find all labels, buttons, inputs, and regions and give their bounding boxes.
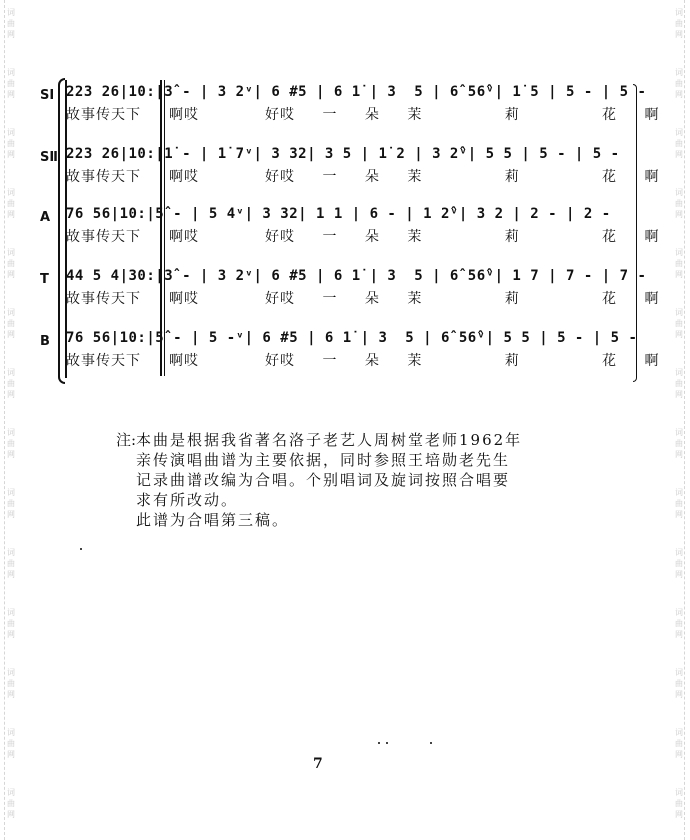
watermark-char: 曲 [7, 319, 15, 328]
watermark-char: 词 [7, 668, 15, 677]
watermark-char: 网 [7, 810, 15, 819]
watermark-char: 网 [7, 750, 15, 759]
watermark-column-left [4, 0, 17, 840]
watermark-char: 网 [7, 390, 15, 399]
lyrics-intro: 故事传天下 [66, 353, 141, 369]
watermark-char: 词 [675, 8, 683, 17]
lyrics-intro: 故事传天下 [66, 229, 141, 245]
watermark-char: 曲 [675, 259, 683, 268]
watermark-char: 曲 [675, 679, 683, 688]
watermark-char: 网 [675, 750, 683, 759]
watermark-char: 词 [7, 68, 15, 77]
lyrics-main: 好哎 一 朵 茉 莉 花 啊 [265, 229, 660, 245]
part-label: SⅠ [40, 88, 55, 103]
scan-speck [386, 742, 388, 744]
notation-line: 44 5 4|30:|3̂ - | 3 2ᵛ| 6 #5 | 6 1̇ | 3 5 | 6̂ 56̂ᵛ| 1 7 | 7 - | 7 - [66, 268, 647, 284]
lyrics-aah: 啊哎 [169, 107, 199, 123]
watermark-char: 词 [675, 428, 683, 437]
watermark-char: 曲 [7, 79, 15, 88]
watermark-char: 网 [675, 30, 683, 39]
watermark-char: 词 [7, 788, 15, 797]
watermark-char: 网 [675, 330, 683, 339]
scan-speck [378, 742, 380, 744]
notation-line: 223 26|10:|1̇ - | 1̇ 7ᵛ| 3 32| 3 5 | 1̇ 2 | 3 2̂ᵛ| 5 5 | 5 - | 5 - [66, 146, 620, 162]
choral-score [40, 78, 660, 384]
watermark-char: 词 [7, 428, 15, 437]
lyrics-main: 好哎 一 朵 茉 莉 花 啊 [265, 169, 660, 185]
note-body [136, 430, 606, 530]
watermark-char: 曲 [7, 679, 15, 688]
watermark-char: 曲 [675, 559, 683, 568]
watermark-char: 曲 [675, 619, 683, 628]
lyrics-main: 好哎 一 朵 茉 莉 花 啊 [265, 291, 660, 307]
note-line: 求有所改动。 [136, 491, 239, 509]
watermark-char: 词 [675, 788, 683, 797]
watermark-char: 曲 [675, 319, 683, 328]
watermark-char: 词 [675, 68, 683, 77]
part-soprano-2 [40, 142, 660, 202]
watermark-char: 词 [675, 488, 683, 497]
part-label: SⅡ [40, 150, 58, 165]
watermark-char: 词 [675, 608, 683, 617]
watermark-char: 词 [675, 188, 683, 197]
note-line: 本曲是根据我省著名洛子老艺人周树堂老师1962年 [136, 431, 523, 449]
watermark-char: 曲 [675, 19, 683, 28]
watermark-char: 曲 [7, 619, 15, 628]
watermark-char: 曲 [7, 499, 15, 508]
watermark-char: 网 [675, 630, 683, 639]
lyrics-intro: 故事传天下 [66, 107, 141, 123]
watermark-char: 网 [675, 450, 683, 459]
watermark-char: 词 [7, 368, 15, 377]
watermark-char: 曲 [7, 19, 15, 28]
watermark-char: 网 [7, 210, 15, 219]
watermark-char: 曲 [7, 259, 15, 268]
watermark-char: 词 [7, 488, 15, 497]
watermark-char: 曲 [675, 379, 683, 388]
lyrics-line [66, 350, 660, 430]
watermark-char: 网 [675, 690, 683, 699]
watermark-char: 网 [675, 390, 683, 399]
watermark-column-right [672, 0, 685, 840]
watermark-char: 曲 [7, 139, 15, 148]
watermark-char: 词 [7, 308, 15, 317]
watermark-char: 词 [7, 188, 15, 197]
watermark-char: 网 [7, 630, 15, 639]
watermark-char: 曲 [675, 439, 683, 448]
part-alto [40, 202, 660, 262]
watermark-char: 曲 [675, 139, 683, 148]
watermark-char: 词 [7, 8, 15, 17]
watermark-char: 网 [7, 450, 15, 459]
part-label: B [40, 334, 50, 349]
watermark-char: 词 [7, 608, 15, 617]
lyrics-main: 好哎 一 朵 茉 莉 花 啊 [265, 107, 660, 123]
note-line: 记录曲谱改编为合唱。个别唱词及旋词按照合唱要 [136, 471, 511, 489]
watermark-char: 曲 [7, 559, 15, 568]
watermark-char: 曲 [675, 499, 683, 508]
watermark-char: 词 [675, 128, 683, 137]
watermark-char: 词 [7, 548, 15, 557]
watermark-char: 曲 [675, 799, 683, 808]
watermark-char: 网 [7, 150, 15, 159]
part-bass [40, 326, 660, 386]
watermark-char: 曲 [7, 799, 15, 808]
lyrics-intro: 故事传天下 [66, 169, 141, 185]
watermark-char: 曲 [675, 199, 683, 208]
lyrics-main: 好哎 一 朵 茉 莉 花 啊 [265, 353, 660, 369]
watermark-char: 网 [675, 510, 683, 519]
watermark-char: 曲 [675, 79, 683, 88]
lyrics-aah: 啊哎 [169, 353, 199, 369]
notation-line: 76 56|10:|5̂ - | 5 4ᵛ| 3 32| 1 1 | 6 - | 1 2̂ᵛ| 3 2 | 2 - | 2 - [66, 206, 611, 222]
watermark-char: 网 [7, 510, 15, 519]
watermark-char: 词 [675, 548, 683, 557]
watermark-char: 网 [7, 330, 15, 339]
watermark-char: 网 [7, 270, 15, 279]
notation-line: 76 56|10:|5̂ - | 5 -ᵛ| 6 #5 | 6 1̇ | 3 5 | 6̂ 56̂ᵛ| 5 5 | 5 - | 5 - [66, 330, 638, 346]
notation-line: 223 26|10:|3̂ - | 3 2ᵛ| 6 #5 | 6 1̇ | 3 5 | 6̂ 56̂ᵛ| 1̇ 5 | 5 - | 5 - [66, 84, 647, 100]
note-line: 此谱为合唱第三稿。 [136, 511, 290, 529]
note-label: 注: [116, 431, 137, 449]
watermark-char: 词 [7, 248, 15, 257]
watermark-char: 网 [675, 150, 683, 159]
watermark-char: 词 [7, 728, 15, 737]
watermark-char: 网 [7, 690, 15, 699]
page-number: 7 [313, 756, 323, 772]
watermark-char: 网 [7, 30, 15, 39]
part-soprano-1 [40, 80, 660, 140]
part-label: T [40, 272, 49, 287]
watermark-char: 网 [7, 90, 15, 99]
watermark-char: 曲 [7, 439, 15, 448]
watermark-char: 曲 [7, 739, 15, 748]
watermark-char: 网 [7, 570, 15, 579]
scan-speck [430, 742, 432, 744]
watermark-char: 词 [675, 248, 683, 257]
part-label: A [40, 210, 51, 225]
watermark-char: 词 [7, 128, 15, 137]
watermark-char: 曲 [675, 739, 683, 748]
lyrics-intro: 故事传天下 [66, 291, 141, 307]
part-tenor [40, 264, 660, 324]
lyrics-aah: 啊哎 [169, 229, 199, 245]
scan-speck [80, 548, 82, 550]
watermark-char: 词 [675, 728, 683, 737]
watermark-char: 词 [675, 308, 683, 317]
note-line: 亲传演唱曲谱为主要依据，同时参照王培勋老先生 [136, 451, 511, 469]
watermark-char: 词 [675, 668, 683, 677]
lyrics-aah: 啊哎 [169, 291, 199, 307]
watermark-char: 词 [675, 368, 683, 377]
watermark-char: 网 [675, 270, 683, 279]
watermark-char: 曲 [7, 199, 15, 208]
lyrics-aah: 啊哎 [169, 169, 199, 185]
watermark-char: 网 [675, 570, 683, 579]
watermark-char: 网 [675, 90, 683, 99]
watermark-char: 网 [675, 810, 683, 819]
watermark-char: 曲 [7, 379, 15, 388]
watermark-char: 网 [675, 210, 683, 219]
